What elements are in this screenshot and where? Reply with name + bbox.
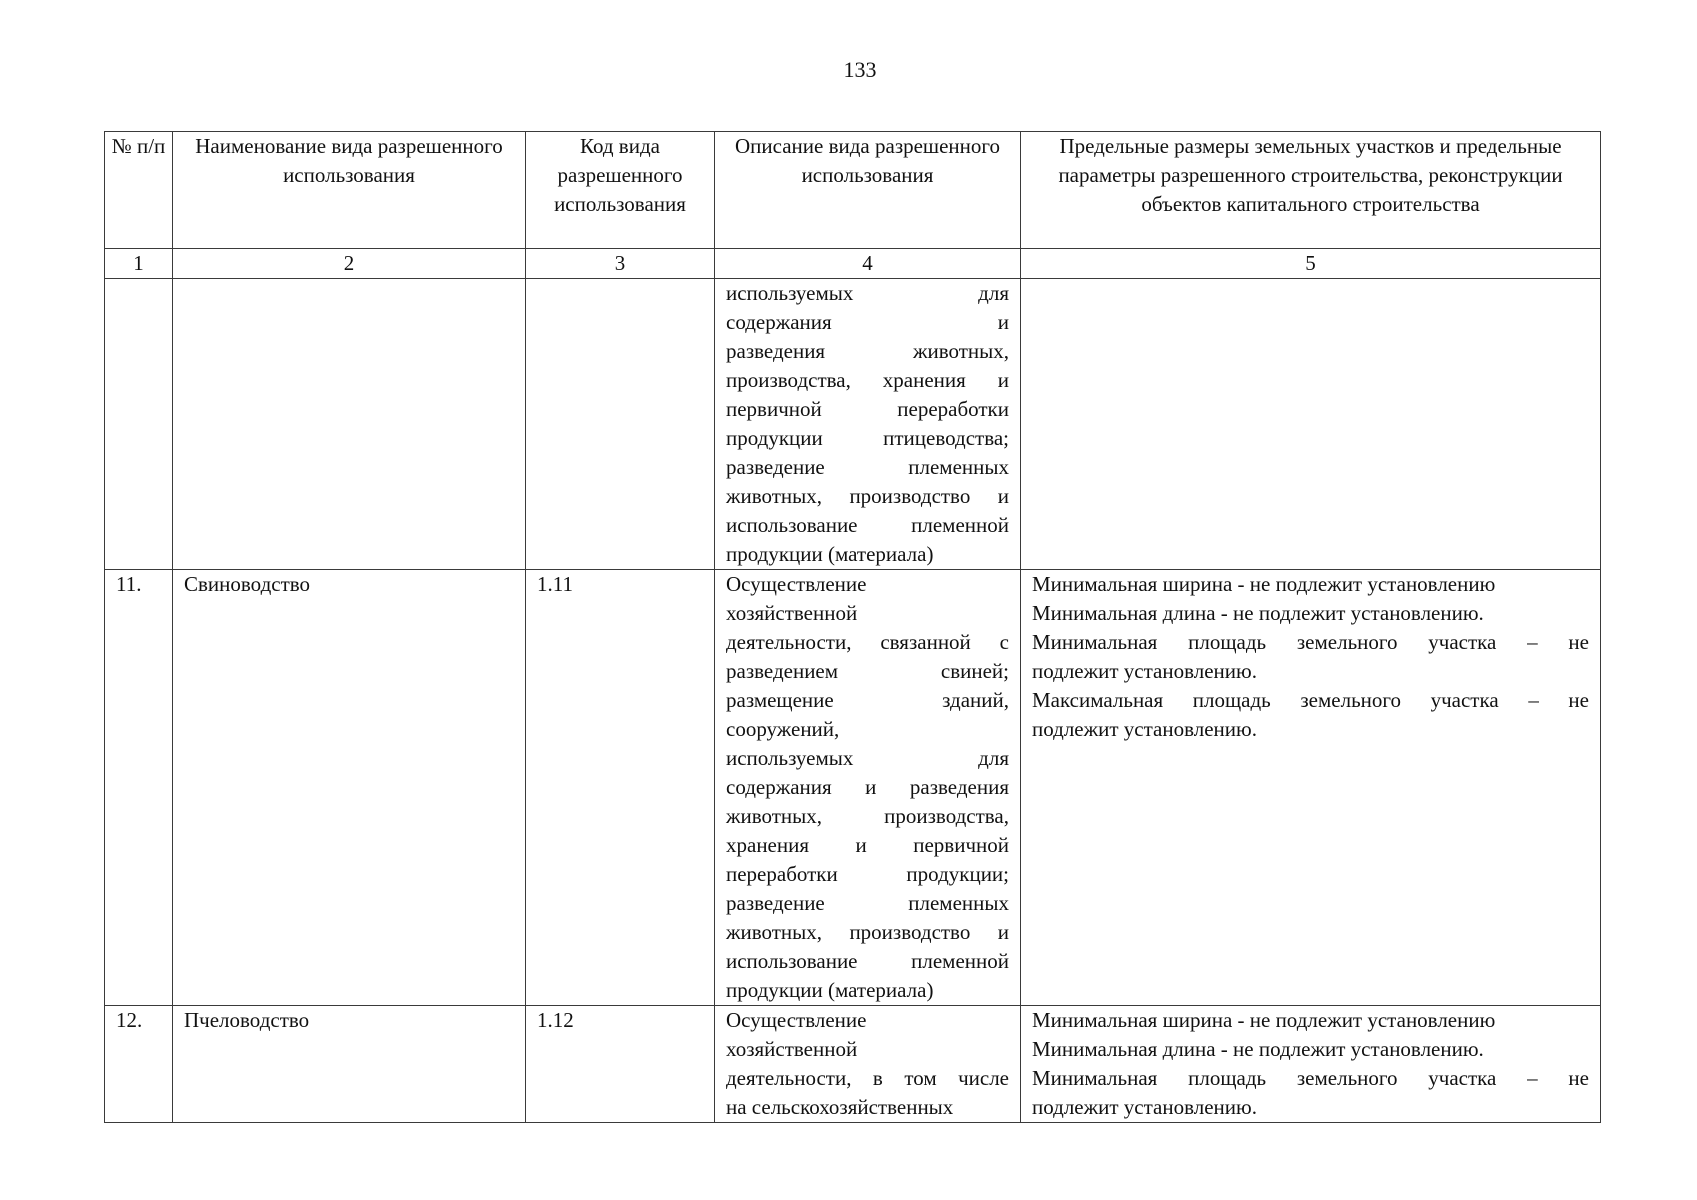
description-line: Осуществление xyxy=(726,572,867,596)
column-number: 3 xyxy=(526,249,715,279)
limits-line: Максимальная площадь земельного участка – не xyxy=(1032,688,1589,712)
limits-line: подлежит установлению. xyxy=(1032,659,1257,683)
row-limits xyxy=(1021,1006,1601,1123)
description-line: разведением свиней; xyxy=(726,659,1009,683)
limits-line: подлежит установлению. xyxy=(1032,1095,1257,1119)
description-line: используемых для xyxy=(726,281,1009,305)
description-line: животных, производство и xyxy=(726,920,1009,944)
description-line: разведение племенных xyxy=(726,891,1009,915)
table-row xyxy=(105,279,1601,570)
row-description xyxy=(715,1006,1021,1123)
description-line: продукции (материала) xyxy=(726,978,934,1002)
header-number: № п/п xyxy=(105,132,173,249)
row-limits xyxy=(1021,570,1601,1006)
description-line: деятельности, в том числе xyxy=(726,1066,1009,1090)
description-line: переработки продукции; xyxy=(726,862,1009,886)
row-description xyxy=(715,279,1021,570)
description-line: хозяйственной xyxy=(726,601,858,625)
limits-line: Минимальная площадь земельного участка – не xyxy=(1032,1066,1589,1090)
description-line: содержания и разведения xyxy=(726,775,1009,799)
description-line: разведения животных, xyxy=(726,339,1009,363)
row-description xyxy=(715,570,1021,1006)
description-line: хозяйственной xyxy=(726,1037,858,1061)
row-use-name: Свиноводство xyxy=(173,570,526,1006)
description-line: используемых для xyxy=(726,746,1009,770)
column-number: 5 xyxy=(1021,249,1601,279)
description-line: использование племенной xyxy=(726,949,1009,973)
table-body xyxy=(105,279,1601,1123)
column-number: 1 xyxy=(105,249,173,279)
limits-line: Минимальная площадь земельного участка – не xyxy=(1032,630,1589,654)
description-line: использование племенной xyxy=(726,513,1009,537)
column-number: 4 xyxy=(715,249,1021,279)
description-line: деятельности, связанной с xyxy=(726,630,1009,654)
row-limits xyxy=(1021,279,1601,570)
description-line: размещение зданий, xyxy=(726,688,1009,712)
limits-line: подлежит установлению. xyxy=(1032,717,1257,741)
description-line: на сельскохозяйственных xyxy=(726,1095,954,1119)
column-number-row xyxy=(105,249,1601,279)
description-line: первичной переработки xyxy=(726,397,1009,421)
page-number: 133 xyxy=(843,57,877,82)
description-line: сооружений, xyxy=(726,717,840,741)
table-row xyxy=(105,1006,1601,1123)
table-row xyxy=(105,570,1601,1006)
row-use-code: 1.11 xyxy=(526,570,715,1006)
limits-line: Минимальная длина - не подлежит установлению. xyxy=(1032,1037,1484,1061)
description-line: продукции (материала) xyxy=(726,542,934,566)
row-number: 11. xyxy=(105,570,173,1006)
limits-line: Минимальная ширина - не подлежит установлению xyxy=(1032,1008,1496,1032)
row-number xyxy=(105,279,173,570)
description-line: животных, производство и xyxy=(726,484,1009,508)
column-number: 2 xyxy=(173,249,526,279)
header-limits: Предельные размеры земельных участков и предельные параметры разрешенного строительства, реконструкции объектов капитального строительства xyxy=(1021,132,1601,249)
description-line: Осуществление xyxy=(726,1008,867,1032)
row-number: 12. xyxy=(105,1006,173,1123)
row-use-name xyxy=(173,279,526,570)
row-use-name: Пчеловодство xyxy=(173,1006,526,1123)
description-line: хранения и первичной xyxy=(726,833,1009,857)
description-line: разведение племенных xyxy=(726,455,1009,479)
table-header-row xyxy=(105,132,1601,249)
description-line: производства, хранения и xyxy=(726,368,1009,392)
limits-line: Минимальная ширина - не подлежит установлению xyxy=(1032,572,1496,596)
description-line: животных, производства, xyxy=(726,804,1009,828)
row-use-code xyxy=(526,279,715,570)
description-line: содержания и xyxy=(726,310,1009,334)
header-name: Наименование вида разрешенного использования xyxy=(173,132,526,249)
row-use-code: 1.12 xyxy=(526,1006,715,1123)
land-use-table xyxy=(104,131,1601,1123)
limits-line: Минимальная длина - не подлежит установлению. xyxy=(1032,601,1484,625)
header-code: Код вида разрешенного использования xyxy=(526,132,715,249)
header-description: Описание вида разрешенного использования xyxy=(715,132,1021,249)
description-line: продукции птицеводства; xyxy=(726,426,1009,450)
